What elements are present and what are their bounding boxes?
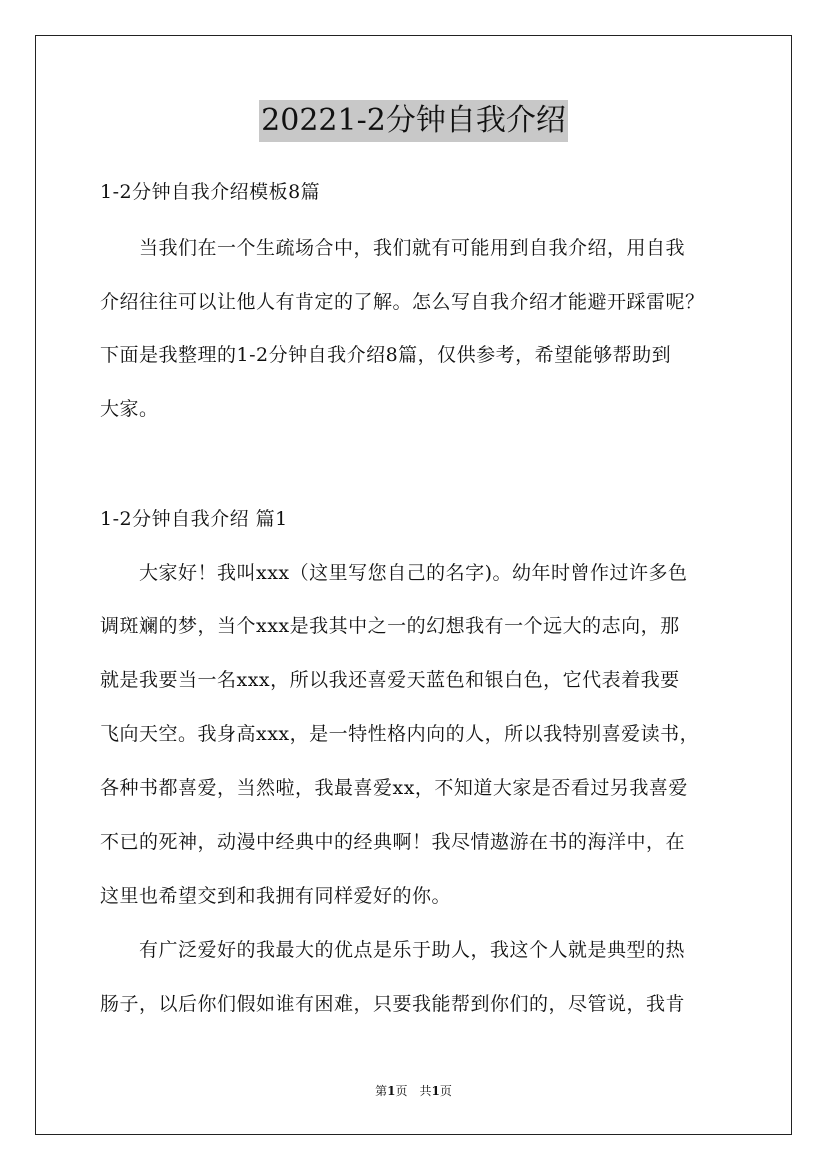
footer-page-number: 1: [387, 1084, 396, 1098]
paragraph-line: 调斑斓的梦，当个xxx是我其中之一的幻想我有一个远大的志向，那: [100, 615, 680, 637]
paragraph-line: 这里也希望交到和我拥有同样爱好的你。: [100, 885, 452, 907]
title-container: [0, 100, 827, 142]
subtitle: 1-2分钟自我介绍模板8篇: [100, 181, 321, 203]
footer-middle: 页 共: [395, 1084, 432, 1098]
paragraph-line: 大家好！我叫xxx（这里写您自己的名字)。幼年时曾作过许多色: [100, 562, 688, 584]
footer-suffix: 页: [439, 1084, 452, 1098]
footer-prefix: 第: [375, 1084, 388, 1098]
paragraph-line: 当我们在一个生疏场合中，我们就有可能用到自我介绍，用自我: [100, 237, 686, 259]
paragraph-line: 飞向天空。我身高xxx，是一特性格内向的人，所以我特别喜爱读书，: [100, 723, 700, 745]
paragraph-line: 就是我要当一名xxx，所以我还喜爱天蓝色和银白色，它代表着我要: [100, 669, 680, 691]
section-heading: 1-2分钟自我介绍 篇1: [100, 508, 288, 530]
paragraph-line: 肠子，以后你们假如谁有困难，只要我能帮到你们的，尽管说，我肯: [100, 993, 686, 1015]
document-title: 20221-2分钟自我介绍: [259, 100, 568, 142]
page-footer: [0, 1083, 827, 1099]
paragraph-line: 下面是我整理的1-2分钟自我介绍8篇，仅供参考，希望能够帮助到: [100, 344, 672, 366]
paragraph-line: 大家。: [100, 398, 159, 420]
paragraph-line: 各种书都喜爱，当然啦，我最喜爱xx，不知道大家是否看过另我喜爱: [100, 777, 688, 799]
footer-total-pages: 1: [431, 1084, 440, 1098]
paragraph-line: 不已的死神，动漫中经典中的经典啊！我尽情遨游在书的海洋中，在: [100, 831, 686, 853]
paragraph-line: 介绍往往可以让他人有肯定的了解。怎么写自我介绍才能避开踩雷呢？: [100, 291, 705, 313]
paragraph-line: 有广泛爱好的我最大的优点是乐于助人，我这个人就是典型的热: [100, 939, 686, 961]
